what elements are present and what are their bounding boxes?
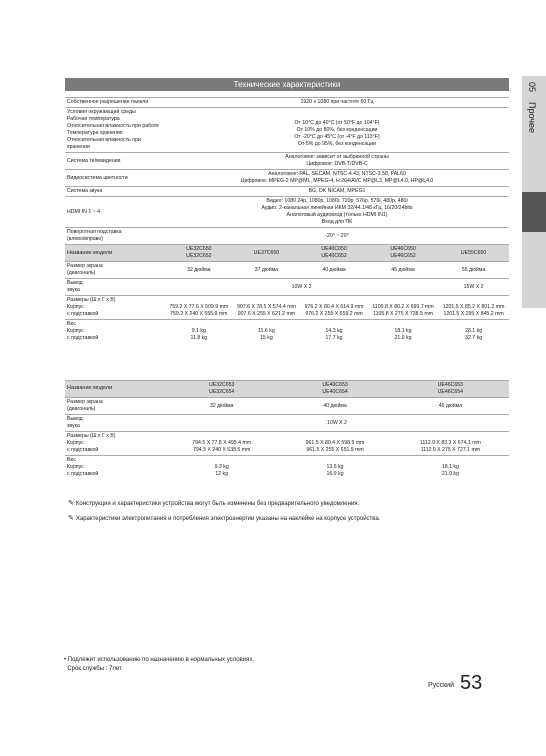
table-cell — [65, 398, 165, 415]
chapter-marker — [522, 192, 546, 232]
cell-line: 16.9 kg — [326, 471, 344, 478]
table-cell — [165, 320, 233, 344]
table-cell — [300, 320, 368, 344]
cell-line: Видеосистема цветности — [67, 174, 128, 181]
cell-line: UE40C654 — [322, 389, 348, 396]
cell-line: UE46C652 — [390, 253, 416, 260]
cell-line: Видео: 1080 24p, 1080p, 1080i, 720p, 576p, 576i, 480p, 480i — [266, 198, 408, 205]
table-row — [65, 398, 509, 415]
table-row — [65, 456, 509, 480]
cell-line: Относительная влажность при хранении — [67, 137, 141, 151]
table-cell: 32 дюйма — [165, 398, 278, 415]
table-cell — [65, 153, 165, 170]
table-cell: 40 дюйма — [278, 398, 391, 415]
cell-line: Размеры (Ш x Г x В) — [67, 297, 116, 304]
note-1 — [68, 499, 359, 507]
table-cell — [368, 296, 438, 320]
cell-line: Вес — [67, 321, 76, 328]
service-life: Срок службы : 7лет — [67, 666, 122, 672]
table-cell — [165, 108, 509, 153]
table-cell: 37 дюйма — [233, 262, 301, 279]
cell-line: Цифровое: MPEG-2 MP@ML, MPEG-4, H.264/AVC MP@L3, MP@L4.0, HP@L4.0 — [240, 178, 434, 185]
cell-line: UE40C652 — [321, 253, 347, 260]
cell-line: 961.5 X 255 X 651.9 mm — [306, 447, 364, 454]
table-cell — [300, 245, 368, 262]
table-cell — [65, 170, 165, 187]
table-cell — [65, 187, 165, 197]
cell-line: -20° ~ 20° — [325, 232, 349, 239]
cell-line: Размер экрана — [67, 263, 103, 270]
cell-line: Корпус — [67, 440, 84, 447]
table-cell — [392, 381, 509, 398]
cell-line: UE55C650 — [460, 249, 487, 256]
usage-note: Подлежит использованию по назначению в нормальных условиях. — [67, 657, 255, 663]
table-cell — [65, 296, 165, 320]
note-pen-icon: ✎ — [68, 500, 74, 507]
cell-line: UE32C650 — [186, 246, 212, 253]
cell-line: Корпус — [67, 304, 84, 311]
table-row — [65, 381, 509, 398]
cell-line: От 5% до 95%, без конденсации — [297, 140, 376, 147]
section-title: Технические характеристики — [65, 78, 509, 91]
cell-line: 976.2 X 80.4 X 614.9 mm — [304, 304, 364, 311]
cell-line: с подставкой — [67, 335, 99, 342]
table-cell — [65, 197, 165, 228]
spec-table-1 — [65, 97, 509, 343]
cell-line: 28.1 kg — [465, 328, 483, 335]
cell-line: Вес — [67, 457, 76, 464]
cell-line: 11.6 kg — [258, 328, 275, 335]
cell-line: UE46C650 — [390, 246, 416, 253]
table-cell: 15W X 2 — [438, 279, 509, 296]
cell-line: Система звука — [67, 188, 103, 195]
table-cell — [165, 381, 278, 398]
cell-line: UE40C650 — [321, 246, 347, 253]
cell-line: 21.9 kg — [441, 471, 459, 478]
cell-line: UE46C654 — [437, 389, 464, 396]
cell-line: 794.5 X 77.8 X 495.4 mm — [192, 440, 252, 447]
table-cell — [165, 153, 509, 170]
cell-line: (влево/вправо) — [67, 236, 103, 243]
table-cell — [438, 320, 509, 344]
table-cell — [165, 432, 278, 456]
cell-line: UE37C650 — [253, 249, 280, 256]
table-cell: 32 дюйма — [165, 262, 233, 279]
table-cell: Название модели — [65, 245, 165, 262]
service-life-note: • Подлежит использованию по назначению в нормальных условиях. Срок службы : 7лет — [64, 657, 255, 672]
note-pen-icon: ✎ — [68, 515, 74, 522]
cell-line: Относительная влажность при работе — [67, 123, 160, 130]
cell-line: Корпус — [67, 328, 84, 335]
chapter-side-tab — [522, 76, 546, 308]
cell-line: 759.2 X 240 X 555.9 mm — [170, 311, 228, 318]
cell-line: 907.6 X 78.5 X 574.4 mm — [237, 304, 296, 311]
table-cell — [368, 245, 438, 262]
chapter-label: Прочее — [527, 102, 537, 133]
note-text: Конструкция и характеристики устройства могут быть изменены без предварительного уведомления. — [75, 501, 360, 507]
table-cell — [65, 228, 165, 245]
table-cell — [438, 245, 509, 262]
table-cell — [233, 296, 301, 320]
table-cell — [65, 432, 165, 456]
cell-line: 18.1 kg — [441, 464, 459, 471]
table-cell: 55 дюйма — [438, 262, 509, 279]
cell-line: BG, DK NICAM, MPEG1 — [308, 188, 366, 195]
cell-line: Собственное разрешение панели — [67, 99, 149, 105]
table-row — [65, 415, 509, 432]
table-cell: Название модели — [65, 381, 165, 398]
cell-line: 976.2 X 255 X 659.2 mm — [305, 311, 363, 318]
table-cell — [165, 187, 509, 197]
table-row — [65, 296, 509, 320]
cell-line: От 10°C до 40°C (от 50°F до 104°F) — [294, 119, 380, 126]
table-cell — [278, 381, 391, 398]
table-cell — [165, 296, 233, 320]
cell-line: Размер экрана — [67, 399, 103, 406]
table-row — [65, 98, 509, 108]
cell-line: UE32C654 — [208, 389, 235, 396]
cell-line: Температура хранения — [67, 130, 123, 137]
cell-line: с подставкой — [67, 311, 99, 318]
table-cell — [438, 296, 509, 320]
table-cell — [65, 98, 165, 108]
cell-line: 907.6 X 255 X 621.2 mm — [237, 311, 296, 318]
cell-line: UE40C653 — [322, 382, 348, 388]
cell-line: 9.3 kg — [214, 464, 229, 471]
cell-line: 32.7 kg — [465, 335, 483, 342]
cell-line: 15 kg — [260, 335, 273, 342]
table-row — [65, 279, 509, 296]
cell-line: 13.5 kg — [326, 464, 344, 471]
table-row — [65, 108, 509, 153]
table-cell — [65, 456, 165, 480]
cell-line: Аудио: 2-канальная линейная ИКМ 32/44.1/48 кГц, 16/20/24bits — [261, 205, 413, 212]
cell-line: Вывод — [67, 416, 83, 423]
cell-line: 11.8 kg — [190, 335, 208, 342]
table-row — [65, 262, 509, 279]
cell-line: Система телевидения — [67, 157, 121, 164]
footer-language: Русский — [428, 682, 454, 689]
cell-line: 1105.8 X 80.2 X 699.7 mm — [372, 304, 434, 311]
table-cell — [165, 245, 233, 262]
cell-line: 1201.5 X 295 X 845.2 mm — [443, 311, 504, 318]
table-cell: 46 дюйма — [392, 398, 509, 415]
cell-line: 794.5 X 240 X 538.5 mm — [192, 447, 251, 454]
table-cell — [278, 456, 391, 480]
table-cell: 40 дюйма — [300, 262, 368, 279]
table-cell — [165, 98, 509, 108]
cell-line: Размеры (Ш x Г x В) — [67, 433, 116, 440]
table-row — [65, 432, 509, 456]
table-cell — [65, 415, 165, 432]
cell-line: с подставкой — [67, 447, 99, 454]
table-cell — [368, 320, 438, 344]
cell-line: 21.9 kg — [394, 335, 412, 342]
spec-table-2 — [65, 380, 509, 479]
page-number: 53 — [460, 672, 483, 694]
table-row — [65, 245, 509, 262]
cell-line: (диагональ) — [67, 270, 96, 277]
cell-line: 9.1 kg — [191, 328, 206, 335]
table-cell — [278, 432, 391, 456]
cell-line: От 10% до 80%, без конденсации — [296, 126, 378, 133]
table-row — [65, 187, 509, 197]
table-cell: 10W X 2 — [165, 415, 509, 432]
table-cell — [392, 456, 509, 480]
table-cell — [65, 279, 165, 296]
table-cell — [233, 320, 301, 344]
cell-line: Цифровое: DVB-T/DVB-C — [306, 161, 368, 168]
table-cell — [165, 170, 509, 187]
cell-line: 18.1 kg — [394, 328, 412, 335]
cell-line: Аналоговый аудиовход (только HDMI IN1) — [286, 212, 388, 219]
cell-line: с подставкой — [67, 471, 99, 478]
note-text: Характеристики электропитания и потребления электроэнергии указаны на наклейке на корпусе устройства. — [75, 516, 381, 522]
cell-line: звука — [67, 287, 80, 294]
table-row — [65, 228, 509, 245]
cell-line: 17.7 kg — [325, 335, 343, 342]
chapter-number: 05 — [527, 82, 537, 93]
cell-line: 759.2 X 77.6 X 509.9 mm — [169, 304, 229, 311]
table-row — [65, 320, 509, 344]
table-cell — [300, 296, 368, 320]
cell-line: Вывод — [67, 280, 83, 287]
cell-line: Аналоговое: зависит от выбранной страны — [285, 154, 389, 161]
note-2 — [68, 514, 380, 522]
cell-line: Корпус — [67, 464, 84, 471]
cell-line: 1105.8 X 275 X 738.5 mm — [373, 311, 433, 318]
table-row — [65, 197, 509, 228]
table-cell: 46 дюйма — [368, 262, 438, 279]
cell-line: Рабочая температура — [67, 116, 120, 123]
cell-line: звука — [67, 423, 80, 430]
cell-line: UE32C652 — [186, 253, 212, 260]
table-cell — [392, 432, 509, 456]
table-row — [65, 153, 509, 170]
cell-line: 1920 x 1080 при частоте 60 Гц — [300, 99, 374, 105]
table-cell — [65, 262, 165, 279]
cell-line: Условия окружающей среды — [67, 109, 136, 116]
table-cell — [233, 245, 301, 262]
cell-line: Вход для ПК — [321, 219, 353, 226]
table-cell — [165, 228, 509, 245]
cell-line: Аналоговое: PAL, SECAM, NTSC-4.43, NTSC-3.58, PAL60 — [268, 171, 406, 178]
cell-line: UE46C653 — [437, 382, 464, 388]
cell-line: 1201.5 X 85.2 X 801.2 mm — [442, 304, 505, 311]
table-cell — [65, 320, 165, 344]
table-cell — [65, 108, 165, 153]
table-cell — [165, 197, 509, 228]
cell-line: 1112.9 X 275 X 727.1 mm — [420, 447, 481, 454]
table-cell — [165, 456, 278, 480]
table-cell: 10W X 2 — [165, 279, 438, 296]
cell-line: Поворотная подставка — [67, 229, 122, 236]
cell-line: 961.5 X 80.4 X 598.5 mm — [305, 440, 365, 447]
cell-line: HDMI IN 1 ~ 4 — [67, 208, 101, 215]
table-row — [65, 170, 509, 187]
cell-line: 12 kg — [215, 471, 229, 478]
cell-line: 1112.9 X 83.3 X 674.1 mm — [419, 440, 481, 447]
cell-line: 14.3 kg — [325, 328, 343, 335]
cell-line: UE32C653 — [208, 382, 235, 388]
cell-line: (диагональ) — [67, 406, 96, 413]
cell-line: От -20°C до 45°C (от -4°F до 113°F) — [294, 133, 380, 140]
